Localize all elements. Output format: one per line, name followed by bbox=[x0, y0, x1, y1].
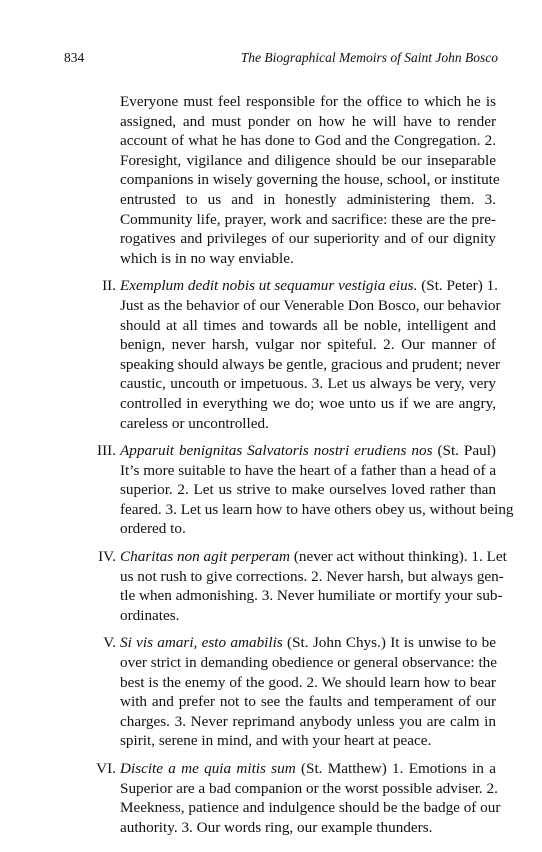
text-line: tle when admonishing. 3. Never humiliate or mortify your sub- bbox=[120, 587, 503, 605]
text-line: account of what he has done to God and the Congregation. 2. bbox=[120, 132, 496, 150]
section-numeral: V. bbox=[103, 634, 116, 652]
latin-lead-in: Apparuit benignitas Salvatoris nostri erudiens nos bbox=[120, 442, 433, 460]
text-line: Everyone must feel responsible for the office to which he is bbox=[120, 93, 496, 110]
lead-in-rest: (St. Paul) bbox=[432, 442, 496, 460]
text-line: It’s more suitable to have the heart of a father than a head of a bbox=[120, 461, 497, 479]
text-line: which is in no way enviable. bbox=[120, 249, 294, 267]
text-line: should at all times and towards all be noble, intelligent and bbox=[120, 316, 496, 334]
text-line: charges. 3. Never reprimand anybody unless you are calm in bbox=[120, 712, 496, 730]
latin-lead-in: Charitas non agit perperam bbox=[120, 548, 291, 566]
section-iii bbox=[97, 441, 514, 539]
section-v bbox=[103, 633, 498, 751]
text-line bbox=[120, 276, 496, 296]
section-numeral: IV. bbox=[98, 548, 116, 566]
latin-lead-in: Exemplum dedit nobis ut sequamur vestigia eius. bbox=[120, 277, 418, 295]
text-line: assigned, and must ponder on how he will have to render bbox=[120, 112, 496, 130]
text-line bbox=[120, 441, 496, 461]
section-iv bbox=[98, 547, 507, 625]
text-line: over strict in demanding obedience or general observance: the bbox=[120, 654, 498, 672]
section-numeral: VI. bbox=[96, 760, 116, 777]
latin-lead-in: Discite a me quia mitis sum bbox=[120, 760, 296, 777]
lead-in-rest: (never act without thinking). 1. Let bbox=[290, 548, 507, 566]
text-line: benign, never harsh, vulgar nor spiteful. 2. Our manner of bbox=[120, 336, 496, 354]
text-line: rogatives and privileges of our superiority and of our dignity bbox=[120, 230, 496, 248]
text-line: Just as the behavior of our Venerable Don Bosco, our behavior bbox=[120, 296, 501, 314]
text-line: companions in wisely governing the house, school, or institute bbox=[120, 171, 500, 189]
text-line: careless or uncontrolled. bbox=[120, 414, 269, 432]
text-line: authority. 3. Our words ring, our example thunders. bbox=[120, 818, 433, 836]
page-number: 834 bbox=[64, 50, 85, 65]
section-ii bbox=[102, 276, 501, 433]
intro-paragraph bbox=[120, 92, 500, 268]
text-line: speaking should always be gentle, gracious and prudent; never bbox=[120, 355, 500, 373]
text-line bbox=[120, 633, 496, 653]
text-line: caustic, uncouth or impetuous. 3. Let us always be very, very bbox=[120, 375, 496, 393]
text-line: ordinates. bbox=[120, 606, 180, 624]
text-line: entrusted to us and in honestly administering them. 3. bbox=[120, 190, 496, 208]
text-line: best is the enemy of the good. 2. We should learn how to bear bbox=[120, 673, 496, 691]
text-line: spirit, serene in mind, and with your heart at peace. bbox=[120, 732, 432, 750]
text-line: Foresight, vigilance and diligence should be our inseparable bbox=[120, 151, 496, 169]
text-line: us not rush to give corrections. 2. Never harsh, but always gen- bbox=[120, 567, 504, 585]
text-line: with and prefer not to see the faults and temperament of our bbox=[120, 693, 496, 711]
text-line: superior. 2. Let us strive to make ourselves loved rather than bbox=[120, 481, 496, 499]
text-line: Meekness, patience and indulgence should be the badge of our bbox=[120, 799, 501, 817]
text-line: Community life, prayer, work and sacrifice: these are the pre- bbox=[120, 210, 496, 228]
text-line: ordered to. bbox=[120, 520, 186, 538]
latin-lead-in: Si vis amari, esto amabilis bbox=[120, 634, 283, 652]
text-line: Superior are a bad companion or the worst possible adviser. 2. bbox=[120, 779, 498, 797]
text-line bbox=[120, 759, 496, 779]
text-line: feared. 3. Let us learn how to have others obey us, without being bbox=[120, 500, 514, 518]
section-numeral: III. bbox=[97, 442, 116, 460]
text-line bbox=[120, 547, 507, 567]
section-numeral: II. bbox=[102, 277, 116, 295]
text-line: controlled in everything we do; woe unto us if we are angry, bbox=[120, 394, 496, 412]
lead-in-rest: (St. John Chys.) It is unwise to be bbox=[282, 634, 496, 652]
lead-in-rest: (St. Peter) 1. bbox=[417, 277, 498, 295]
lead-in-rest: (St. Matthew) 1. Emotions in a bbox=[295, 760, 496, 777]
running-title: The Biographical Memoirs of Saint John Bosco bbox=[240, 50, 498, 65]
section-vi bbox=[96, 759, 501, 837]
body-text bbox=[96, 92, 514, 845]
